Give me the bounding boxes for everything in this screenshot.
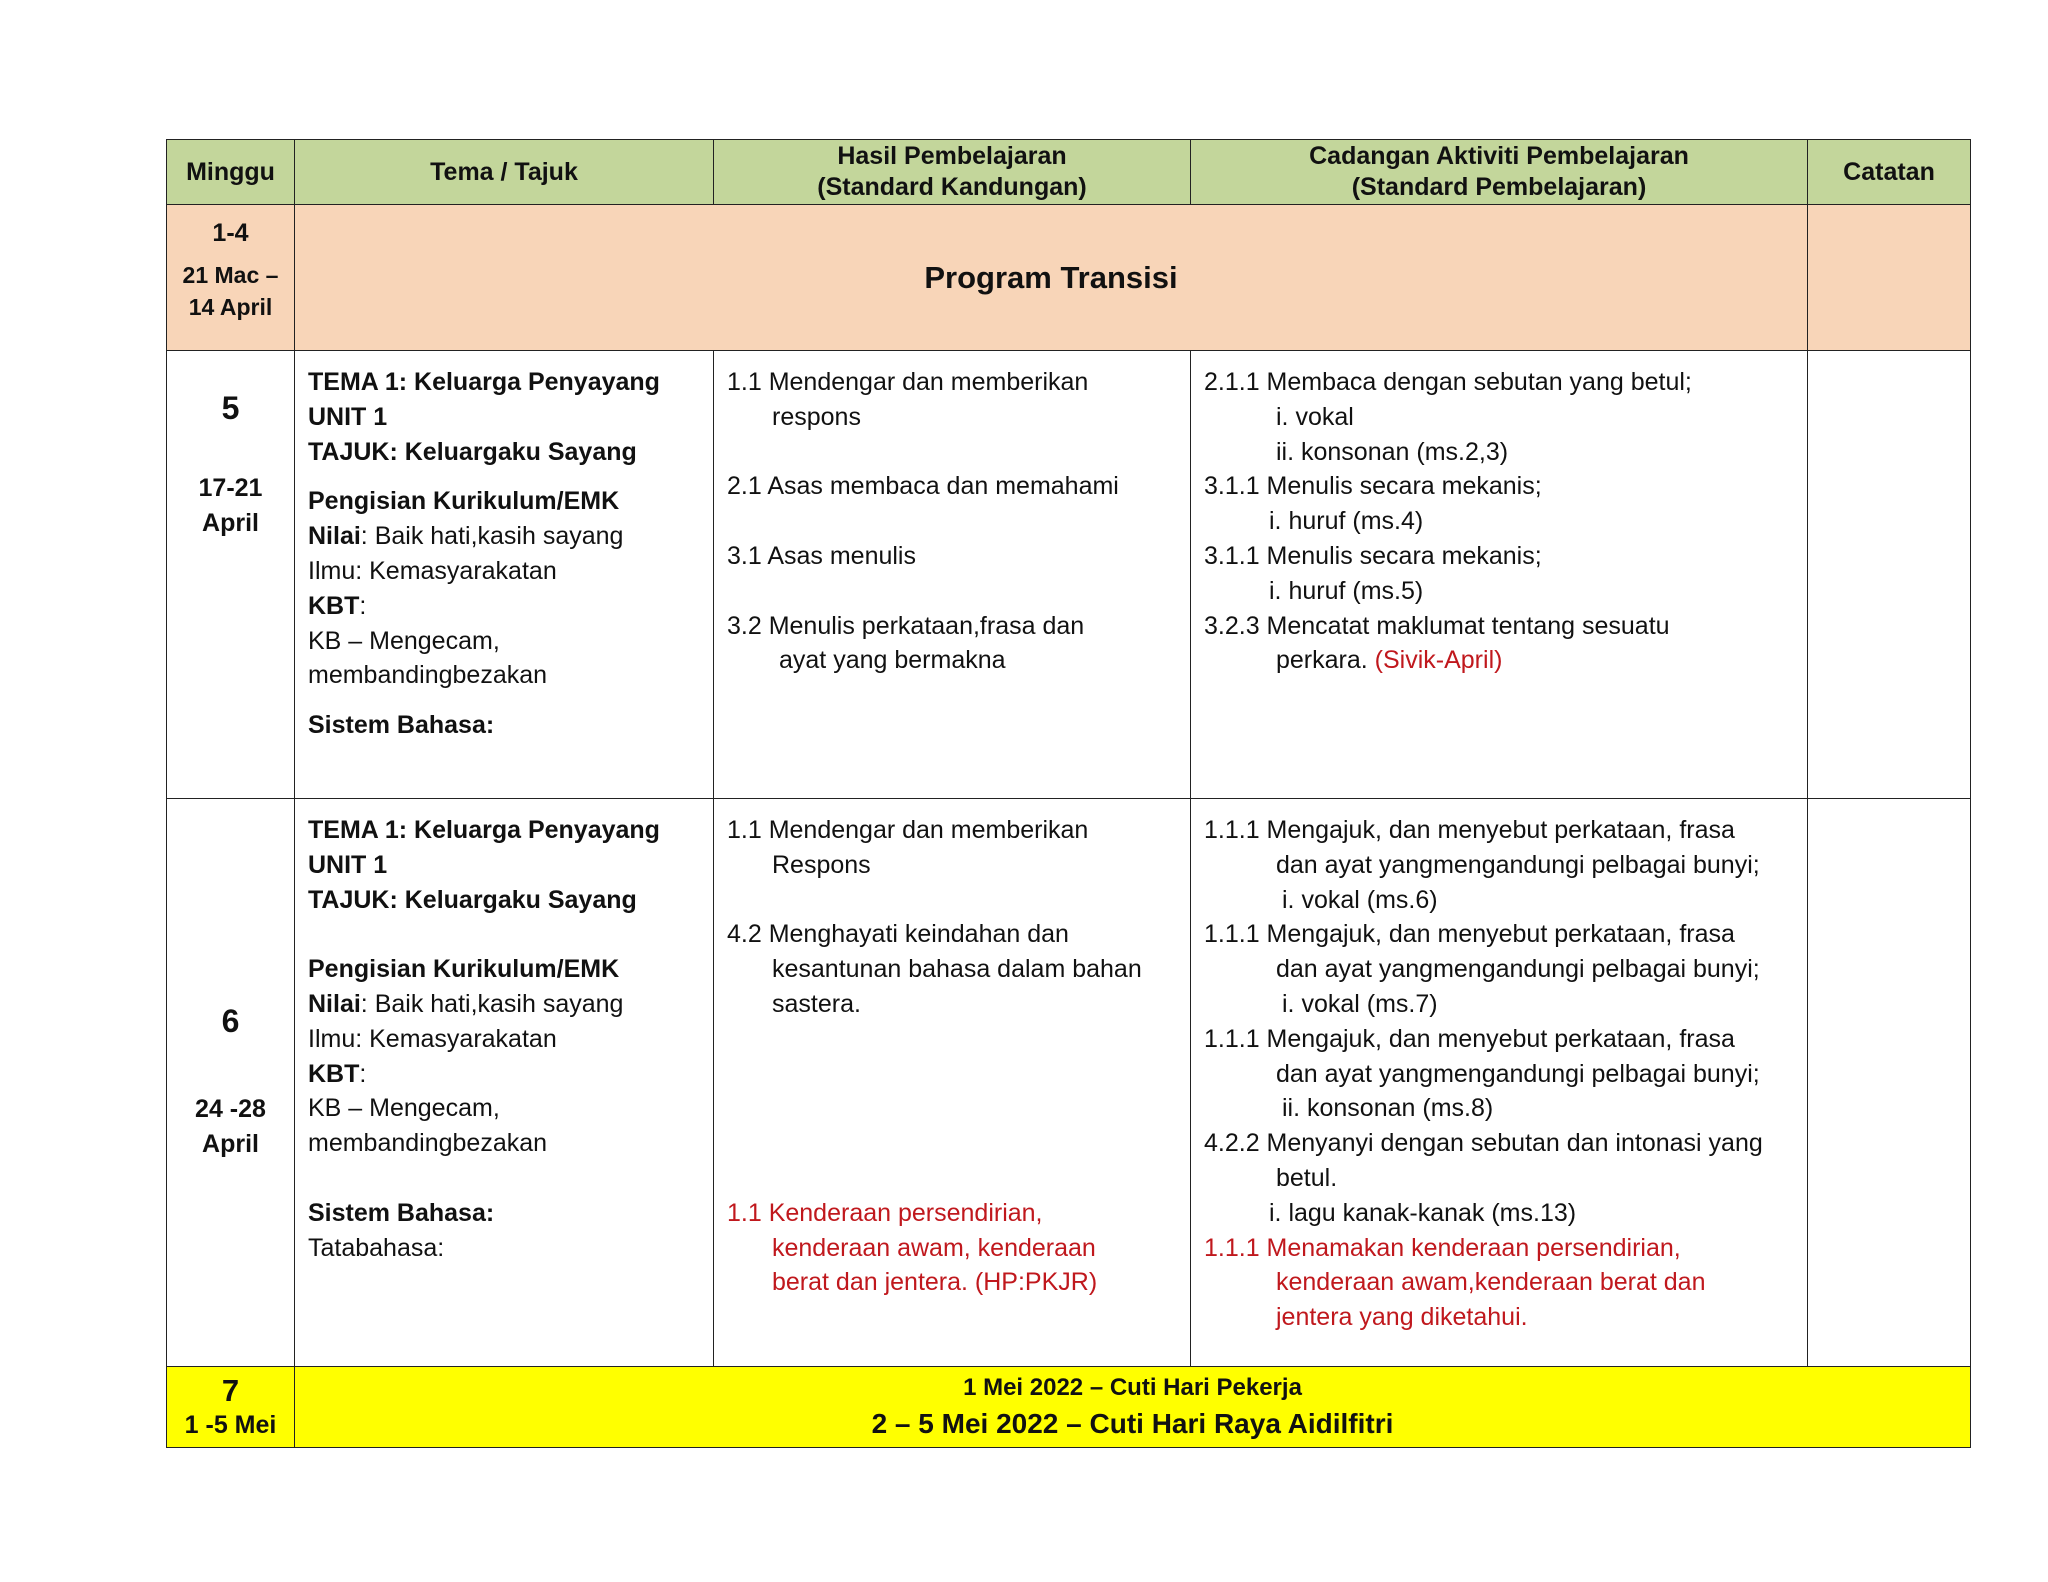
week6-pengisian: Pengisian Kurikulum/EMK (308, 955, 620, 984)
week5-tajuk: TAJUK: Keluargaku Sayang (308, 437, 637, 466)
transisi-catatan (1808, 205, 1971, 351)
header-catatan: Catatan (1808, 140, 1971, 205)
week7-cuti-line2: 2 – 5 Mei 2022 – Cuti Hari Raya Aidilfitri (871, 1408, 1394, 1439)
week5-hasil-d2: ayat yang bermakna (779, 646, 1006, 675)
week6-akt-l12: i. lagu kanak-kanak (ms.13) (1269, 1198, 1577, 1227)
header-hasil (714, 140, 1191, 205)
week7-cuti-line1: 1 Mei 2022 – Cuti Hari Pekerja (963, 1374, 1302, 1401)
week5-akt-l5: i. huruf (ms.4) (1269, 507, 1424, 536)
transisi-row (167, 205, 1971, 351)
week6-nilai (308, 987, 701, 1022)
week5-unit: UNIT 1 (308, 402, 388, 431)
week6-hasil-b1: 4.2 Menghayati keindahan dan (727, 920, 1069, 949)
week6-akt-l9: ii. konsonan (ms.8) (1282, 1094, 1494, 1123)
week5-kb-1: KB – Mengecam, (308, 626, 500, 655)
week6-hasil-r1: 1.1 Kenderaan persendirian, (727, 1198, 1043, 1227)
week5-ilmu: Ilmu: Kemasyarakatan (308, 556, 557, 585)
week6-tajuk: TAJUK: Keluargaku Sayang (308, 885, 637, 914)
header-row (167, 140, 1971, 205)
week5-date-1: 17-21 (198, 474, 263, 502)
week5-akt-l9 (1204, 643, 1795, 678)
week5-kbt (308, 589, 701, 624)
week6-date-2: April (202, 1130, 259, 1158)
transisi-week-cell (167, 205, 295, 351)
week6-akt-l5: dan ayat yangmengandungi pelbagai bunyi; (1276, 955, 1760, 984)
header-hasil-line1: Hasil Pembelajaran (837, 142, 1067, 170)
week7-week-cell (167, 1367, 295, 1448)
week6-akt-l7: 1.1.1 Mengajuk, dan menyebut perkataan, frasa (1204, 1024, 1735, 1053)
week5-akt-l1: 2.1.1 Membaca dengan sebutan yang betul; (1204, 368, 1692, 396)
week6-tatabahasa: Tatabahasa: (308, 1233, 445, 1262)
header-aktiviti-line2: (Standard Pembelajaran) (1351, 173, 1647, 201)
week6-week-cell (167, 799, 295, 1367)
week5-akt-l2: i. vokal (1276, 402, 1354, 431)
header-aktiviti-line1: Cadangan Aktiviti Pembelajaran (1309, 142, 1689, 170)
week6-kbt-label: KBT (308, 1059, 360, 1088)
week6-akt-l2: dan ayat yangmengandungi pelbagai bunyi; (1276, 850, 1760, 879)
week6-dates (168, 1092, 293, 1162)
week6-akt-l10: 4.2.2 Menyanyi dengan sebutan dan intonasi yang (1204, 1129, 1763, 1158)
week5-hasil-c1: 3.1 Asas menulis (727, 541, 916, 570)
week6-number: 6 (221, 1003, 240, 1039)
week6-row (167, 799, 1971, 1367)
week6-akt-r3: jentera yang diketahui. (1276, 1303, 1528, 1332)
week7-number: 7 (221, 1373, 240, 1408)
week6-hasil-b3: sastera. (772, 989, 861, 1018)
week5-tema-cell (295, 351, 714, 799)
week5-hasil-a1: 1.1 Mendengar dan memberikan (727, 368, 1089, 396)
week5-akt-l8: 3.2.3 Mencatat maklumat tentang sesuatu (1204, 611, 1670, 640)
week6-tema-cell (295, 799, 714, 1367)
week5-akt-l9-red: (Sivik-April) (1374, 646, 1503, 675)
transisi-date-2: 14 April (188, 294, 273, 320)
week5-akt-l7: i. huruf (ms.5) (1269, 576, 1424, 605)
week5-nilai-value: : Baik hati,kasih sayang (360, 522, 624, 551)
week5-week-cell (167, 351, 295, 799)
week6-sistem-bahasa: Sistem Bahasa: (308, 1198, 495, 1227)
week6-hasil-a2: Respons (772, 850, 871, 879)
week6-hasil-cell (714, 799, 1191, 1367)
week6-catatan (1808, 799, 1971, 1367)
week5-hasil-b1: 2.1 Asas membaca dan memahami (727, 472, 1119, 501)
week6-akt-l4: 1.1.1 Mengajuk, dan menyebut perkataan, frasa (1204, 920, 1735, 949)
week5-number: 5 (221, 390, 240, 426)
week5-nilai-label: Nilai (308, 522, 361, 551)
transisi-title: Program Transisi (295, 205, 1808, 351)
week6-nilai-label: Nilai (308, 989, 361, 1018)
week6-unit: UNIT 1 (308, 850, 388, 879)
week7-cuti-cell (295, 1367, 1971, 1448)
week6-kb-1: KB – Mengecam, (308, 1094, 500, 1123)
week6-hasil-b2: kesantunan bahasa dalam bahan (772, 955, 1142, 984)
week6-tema-title: TEMA 1: Keluarga Penyayang (308, 816, 660, 844)
transisi-date-1: 21 Mac – (182, 262, 279, 288)
week7-row (167, 1367, 1971, 1448)
week6-hasil-r2: kenderaan awam, kenderaan (772, 1233, 1096, 1262)
week6-akt-r2: kenderaan awam,kenderaan berat dan (1276, 1268, 1706, 1297)
week6-kbt-colon: : (359, 1059, 367, 1088)
header-hasil-line2: (Standard Kandungan) (817, 173, 1087, 201)
week6-akt-l3: i. vokal (ms.6) (1282, 885, 1438, 914)
header-tema: Tema / Tajuk (295, 140, 714, 205)
header-minggu: Minggu (167, 140, 295, 205)
week5-dates (168, 471, 293, 541)
week5-sistem-bahasa: Sistem Bahasa: (308, 711, 495, 740)
rpt-table (166, 139, 1971, 1448)
week5-akt-l9-text: perkara. (1276, 646, 1375, 675)
week5-kbt-label: KBT (308, 591, 360, 620)
week5-akt-l3: ii. konsonan (ms.2,3) (1276, 437, 1509, 466)
week6-aktiviti-cell (1191, 799, 1808, 1367)
week5-aktiviti-cell (1191, 351, 1808, 799)
week5-nilai (308, 519, 701, 554)
week5-catatan (1808, 351, 1971, 799)
week5-kb-2: membandingbezakan (308, 661, 548, 690)
week5-hasil-a2: respons (772, 402, 861, 431)
week6-akt-r1: 1.1.1 Menamakan kenderaan persendirian, (1204, 1233, 1681, 1262)
week5-akt-l4: 3.1.1 Menulis secara mekanis; (1204, 472, 1542, 501)
week5-date-2: April (202, 509, 259, 537)
week5-akt-l6: 3.1.1 Menulis secara mekanis; (1204, 541, 1542, 570)
week6-hasil-r3: berat dan jentera. (HP:PKJR) (772, 1268, 1098, 1297)
week6-kb-2: membandingbezakan (308, 1129, 548, 1158)
week6-akt-l11: betul. (1276, 1163, 1338, 1192)
week6-akt-l8: dan ayat yangmengandungi pelbagai bunyi; (1276, 1059, 1760, 1088)
week6-akt-l6: i. vokal (ms.7) (1282, 989, 1438, 1018)
week6-date-1: 24 -28 (195, 1095, 266, 1123)
week6-hasil-a1: 1.1 Mendengar dan memberikan (727, 816, 1089, 844)
week7-date: 1 -5 Mei (184, 1411, 277, 1439)
week6-akt-l1: 1.1.1 Mengajuk, dan menyebut perkataan, frasa (1204, 816, 1735, 844)
header-aktiviti (1191, 140, 1808, 205)
week5-row (167, 351, 1971, 799)
week5-kbt-colon: : (359, 591, 367, 620)
week5-hasil-d1: 3.2 Menulis perkataan,frasa dan (727, 611, 1085, 640)
transisi-week: 1-4 (212, 219, 249, 247)
week5-hasil-cell (714, 351, 1191, 799)
week6-ilmu: Ilmu: Kemasyarakatan (308, 1024, 557, 1053)
week5-tema-title: TEMA 1: Keluarga Penyayang (308, 368, 660, 396)
week6-kbt (308, 1057, 701, 1092)
week5-pengisian: Pengisian Kurikulum/EMK (308, 487, 620, 516)
week6-nilai-value: : Baik hati,kasih sayang (360, 989, 624, 1018)
